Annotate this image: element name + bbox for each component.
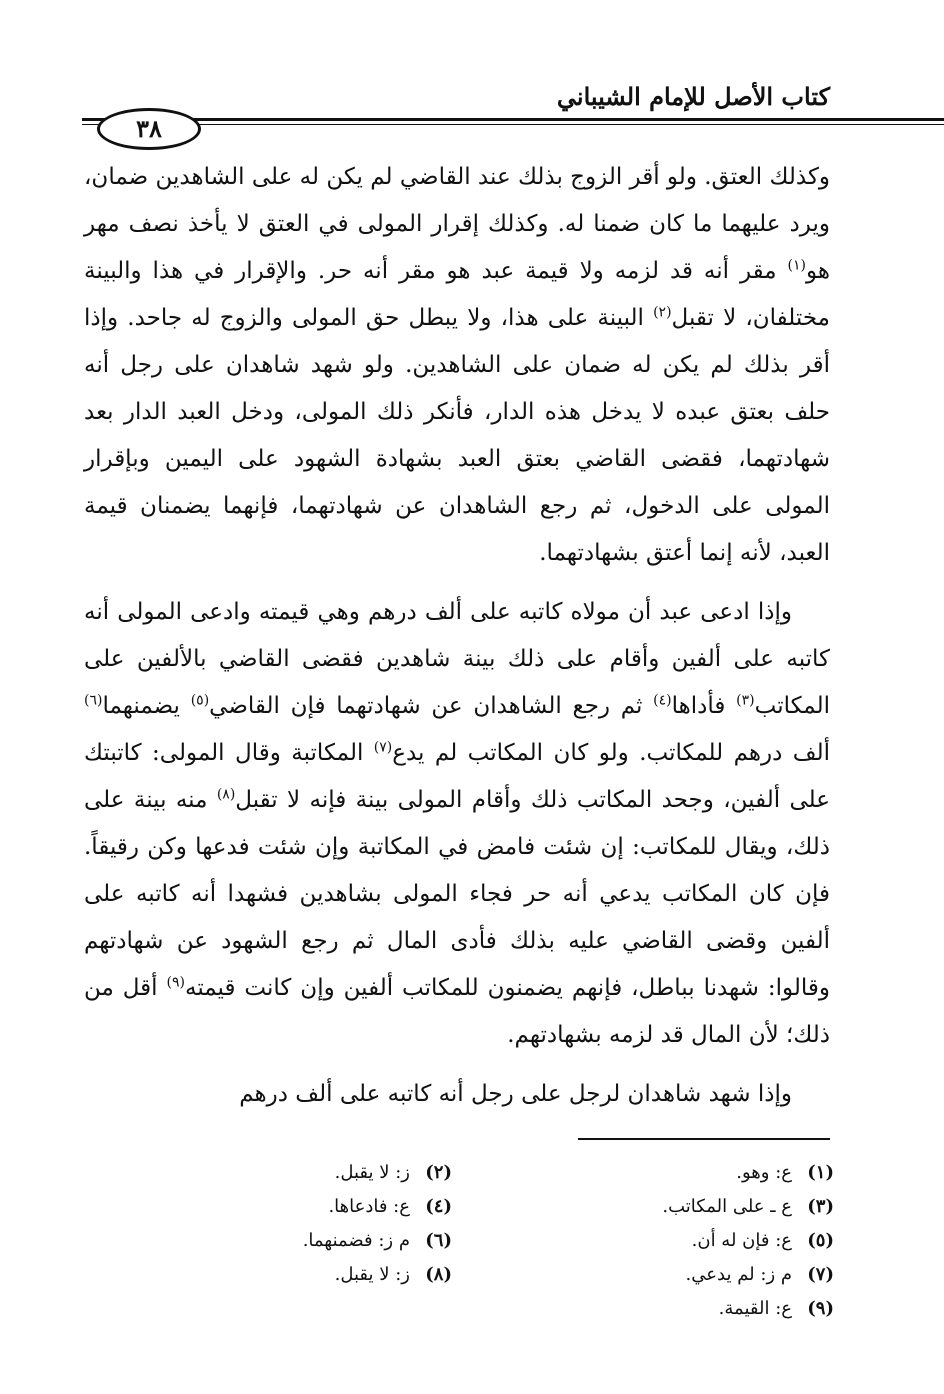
footnotes-column-right xyxy=(534,1156,834,1326)
footnote-marker-1[interactable]: (١) xyxy=(787,257,806,274)
footnote-9: (٩)ع: القيمة. xyxy=(718,1298,834,1319)
header-rule-thin xyxy=(82,124,944,125)
text-line: فأداها xyxy=(671,693,737,719)
text-line: يضمنهما xyxy=(102,693,191,719)
footnote-5: (٥)ع: فإن له أن. xyxy=(691,1230,834,1251)
page-number: ٣٨ xyxy=(97,108,201,150)
footnote-marker-9[interactable]: (٩) xyxy=(166,974,185,991)
header-rule-thick xyxy=(82,118,944,121)
text-line: الشاهدان عن شهادتهما، فإنهما يضمنان قيمة العبد، لأنه إنما أعتق xyxy=(84,493,830,566)
footnote-8: (٨)ز: لا يقبل. xyxy=(334,1264,452,1285)
text-line: المكاتبة وقال المولى: كاتبتك على ألفين، وجحد المكاتب ذلك وأقام xyxy=(84,740,831,813)
text-line: العبد بشهادة الشهود على اليمين وبإقرار المولى على الدخول، ثم رجع xyxy=(84,446,830,519)
text-line: فامض في المكاتبة وإن شئت فدعها وكن رقيقاً. فإن كان المكاتب يدعي أنه xyxy=(84,834,830,907)
text-line: منه بينة على ذلك، ويقال للمكاتب: إن شئت xyxy=(84,787,830,860)
footnote-7: (٧)م ز: لم يدعي. xyxy=(685,1264,834,1285)
footnote-marker-7[interactable]: (٧) xyxy=(373,739,393,756)
text-line: ضمان، ويرد عليهما ما كان ضمنا له. وكذلك إقرار المولى في العتق لا xyxy=(84,164,830,237)
text-line: القاضي xyxy=(209,693,280,719)
footnote-6: (٦)م ز: فضمنهما. xyxy=(302,1230,452,1251)
text-line: مقر أنه قد لزمه ولا قيمة عبد هو مقر أنه حر. xyxy=(317,258,788,284)
paragraph-2 xyxy=(84,589,830,1059)
text-line: بالألفين على المكاتب xyxy=(84,646,830,719)
text-line: وإذا ادعى عبد أن مولاه كاتبه على ألف درهم وهي قيمته وادعى xyxy=(190,599,792,625)
running-header-title: كتاب الأصل للإمام الشيباني xyxy=(556,82,830,111)
text-line: ثم رجع الشاهدان عن شهادتهما فإن xyxy=(290,693,654,719)
text-line: ولو شهد شاهدان على رجل أنه حلف بعتق عبده لا يدخل هذه الدار، xyxy=(84,352,830,425)
text-line: بشهادتهما. xyxy=(539,540,639,566)
text-line: المولى أنه كاتبه على ألفين وأقام على ذلك بينة شاهدين فقضى القاضي xyxy=(84,599,831,672)
footnote-marker-4[interactable]: (٤) xyxy=(653,692,672,709)
text-line: فأنكر ذلك المولى، ودخل العبد الدار بعد شهادتهما، فقضى القاضي بعتق xyxy=(84,399,830,472)
footnote-marker-2[interactable]: (٢) xyxy=(653,304,672,321)
footnote-marker-3[interactable]: (٣) xyxy=(736,692,755,709)
text-line: لزمه بشهادتهم. xyxy=(507,1022,654,1048)
text-line: والإقرار في هذا والبينة مختلفان، لا تقبل xyxy=(84,258,830,331)
text-line: وكذلك العتق. ولو أقر الزوج بذلك عند القاضي لم يكن له على الشاهدين xyxy=(155,164,831,190)
footnote-2: (٢)ز: لا يقبل. xyxy=(334,1162,452,1183)
text-line: حر فجاء المولى بشاهدين فشهدا أنه كاتبه على ألفين وقضى القاضي عليه xyxy=(84,881,831,954)
paragraph-1 xyxy=(84,154,830,577)
text-line: ألف درهم للمكاتب. ولو كان المكاتب لم يدع xyxy=(392,740,831,766)
text-line: وإذا شهد شاهدان لرجل على رجل أنه كاتبه على ألف درهم xyxy=(239,1081,792,1107)
text-line: بذلك فأدى المال ثم رجع الشهود عن شهادتهم وقالوا: شهدنا بباطل، فإنهم xyxy=(84,928,830,1001)
footnote-4: (٤)ع: فادعاها. xyxy=(328,1196,452,1217)
footnote-marker-8[interactable]: (٨) xyxy=(216,786,236,803)
footnote-marker-5[interactable]: (٥) xyxy=(190,692,210,709)
main-text xyxy=(84,154,830,1118)
text-line: المولى والزوج له جاحد. وإذا أقر بذلك لم يكن له ضمان على الشاهدين. xyxy=(84,305,831,378)
footnotes-column-left xyxy=(172,1156,452,1292)
text-line: يأخذ نصف مهر هو xyxy=(84,211,830,284)
text-line: البينة على هذا، ولا يبطل حق xyxy=(365,305,654,331)
footnote-1: (١)ع: وهو. xyxy=(736,1162,834,1183)
paragraph-3 xyxy=(84,1071,830,1118)
footnote-marker-6[interactable]: (٦) xyxy=(84,692,103,709)
footnote-separator xyxy=(578,1138,830,1140)
footnote-3: (٣)ع ـ على المكاتب. xyxy=(662,1196,834,1217)
text-line: يضمنون للمكاتب ألفين وإن كانت قيمته xyxy=(184,975,563,1001)
text-line: أقل من ذلك؛ لأن المال قد xyxy=(84,975,830,1048)
text-line: المولى بينة فإنه لا تقبل xyxy=(235,787,463,813)
